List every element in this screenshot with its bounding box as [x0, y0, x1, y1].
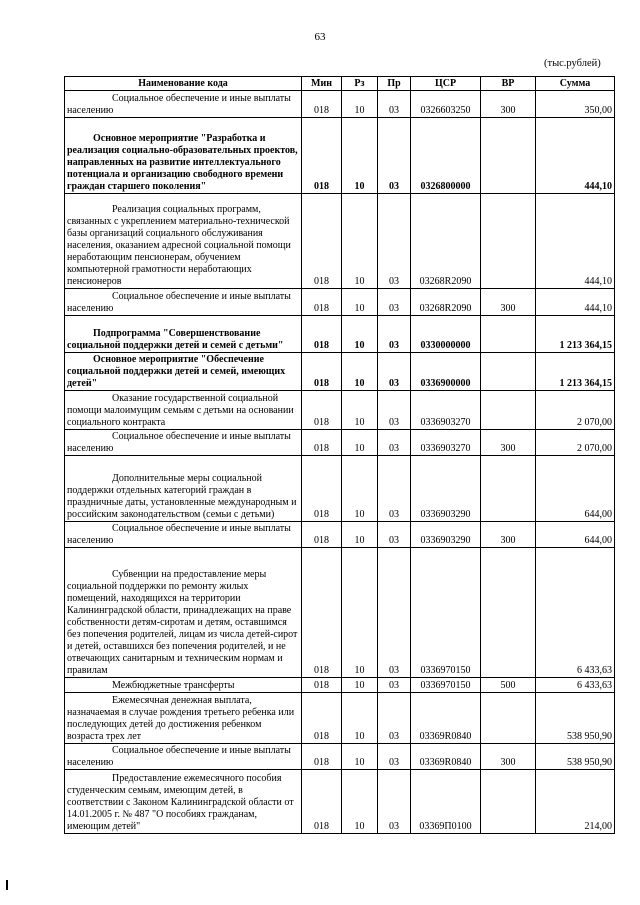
row-min: 018 — [302, 391, 342, 430]
row-rz: 10 — [342, 289, 378, 316]
row-rz: 10 — [342, 693, 378, 744]
row-vr: 500 — [481, 678, 536, 693]
row-rz: 10 — [342, 391, 378, 430]
header-csr: ЦСР — [411, 77, 481, 91]
row-csr: 03369П0100 — [411, 770, 481, 834]
header-min: Мин — [302, 77, 342, 91]
table-row — [65, 693, 615, 744]
table-row — [65, 430, 615, 456]
row-pr: 03 — [378, 456, 411, 522]
table-header-row — [65, 77, 615, 91]
row-vr — [481, 391, 536, 430]
row-name: Ежемесячная денежная выплата, назначаемая в случае рождения третьего ребенка или последующих детей до достижения ребенком возраста трех лет — [65, 693, 302, 744]
row-min: 018 — [302, 693, 342, 744]
row-csr: 0336903270 — [411, 430, 481, 456]
row-rz: 10 — [342, 548, 378, 678]
table-row — [65, 770, 615, 834]
row-name: Межбюджетные трансферты — [65, 678, 302, 693]
row-min: 018 — [302, 548, 342, 678]
row-rz: 10 — [342, 770, 378, 834]
row-pr: 03 — [378, 430, 411, 456]
row-name: Оказание государственной социальной помощи малоимущим семьям с детьми на основании социального контракта — [65, 391, 302, 430]
row-vr — [481, 353, 536, 391]
row-csr: 03268R2090 — [411, 194, 481, 289]
row-vr — [481, 770, 536, 834]
row-sum: 538 950,90 — [536, 744, 615, 770]
row-name: Социальное обеспечение и иные выплаты населению — [65, 744, 302, 770]
row-rz: 10 — [342, 91, 378, 118]
row-name: Подпрограмма "Совершенствование социальной поддержки детей и семей с детьми" — [65, 316, 302, 353]
row-rz: 10 — [342, 522, 378, 548]
row-pr: 03 — [378, 194, 411, 289]
table-row — [65, 353, 615, 391]
header-rz: Рз — [342, 77, 378, 91]
row-csr: 0336903270 — [411, 391, 481, 430]
row-rz: 10 — [342, 430, 378, 456]
row-vr: 300 — [481, 430, 536, 456]
table-row — [65, 289, 615, 316]
row-min: 018 — [302, 353, 342, 391]
row-rz: 10 — [342, 316, 378, 353]
row-rz: 10 — [342, 744, 378, 770]
table-row — [65, 118, 615, 194]
row-sum: 444,10 — [536, 194, 615, 289]
header-pr: Пр — [378, 77, 411, 91]
row-pr: 03 — [378, 353, 411, 391]
row-csr: 03369R0840 — [411, 693, 481, 744]
row-csr: 0336900000 — [411, 353, 481, 391]
row-name: Социальное обеспечение и иные выплаты населению — [65, 430, 302, 456]
table-row — [65, 522, 615, 548]
row-name: Реализация социальных программ, связанных с укреплением материально-технической базы организаций социального обслуживания населения, оказанием адресной социальной помощи неработающим пенсионерам, обучением компьютерной грамотности неработающих пенсионеров — [65, 194, 302, 289]
row-rz: 10 — [342, 353, 378, 391]
row-sum: 2 070,00 — [536, 430, 615, 456]
row-pr: 03 — [378, 91, 411, 118]
row-name: Социальное обеспечение и иные выплаты населению — [65, 522, 302, 548]
row-sum: 1 213 364,15 — [536, 316, 615, 353]
row-sum: 644,00 — [536, 522, 615, 548]
row-name: Предоставление ежемесячного пособия студенческим семьям, имеющим детей, в соответствии с Законом Калининградской области от 14.01.2005 г. № 487 "О пособиях гражданам, имеющим детей" — [65, 770, 302, 834]
row-min: 018 — [302, 194, 342, 289]
row-vr — [481, 456, 536, 522]
row-sum: 350,00 — [536, 91, 615, 118]
row-name: Дополнительные меры социальной поддержки отдельных категорий граждан в праздничные даты, установленные международным и российским законодательством (семьи с детьми) — [65, 456, 302, 522]
row-rz: 10 — [342, 118, 378, 194]
row-sum: 644,00 — [536, 456, 615, 522]
row-vr: 300 — [481, 289, 536, 316]
row-min: 018 — [302, 744, 342, 770]
table-row — [65, 744, 615, 770]
row-min: 018 — [302, 430, 342, 456]
table-row — [65, 91, 615, 118]
row-name: Социальное обеспечение и иные выплаты населению — [65, 289, 302, 316]
row-sum: 2 070,00 — [536, 391, 615, 430]
row-name: Основное мероприятие "Разработка и реализация социально-образовательных проектов, направленных на развитие интеллектуального потенциала и организацию свободного времени граждан старшего поколения" — [65, 118, 302, 194]
row-vr — [481, 316, 536, 353]
row-csr: 0336970150 — [411, 678, 481, 693]
row-vr: 300 — [481, 91, 536, 118]
row-csr: 0326800000 — [411, 118, 481, 194]
row-name: Субвенции на предоставление меры социальной поддержки по ремонту жилых помещений, находящихся на территории Калининградской области, принадлежащих на праве собственности детям-сиротам и детям, оставшимся без попечения родителей, лицам из числа детей-сирот и детей, оставшихся без попечения родителей, и не отвечающих санитарным и техническим нормам и правилам — [65, 548, 302, 678]
row-csr: 0330000000 — [411, 316, 481, 353]
budget-table — [64, 76, 615, 834]
row-min: 018 — [302, 118, 342, 194]
table-row — [65, 391, 615, 430]
row-rz: 10 — [342, 678, 378, 693]
row-rz: 10 — [342, 456, 378, 522]
header-vr: ВР — [481, 77, 536, 91]
row-vr: 300 — [481, 522, 536, 548]
row-pr: 03 — [378, 118, 411, 194]
table-row — [65, 548, 615, 678]
row-pr: 03 — [378, 548, 411, 678]
table-row — [65, 194, 615, 289]
row-sum: 1 213 364,15 — [536, 353, 615, 391]
row-pr: 03 — [378, 316, 411, 353]
table-row — [65, 316, 615, 353]
row-min: 018 — [302, 678, 342, 693]
units-note: (тыс.рублей) — [544, 58, 601, 69]
scan-margin-mark — [6, 880, 8, 890]
row-vr — [481, 693, 536, 744]
row-rz: 10 — [342, 194, 378, 289]
row-name: Социальное обеспечение и иные выплаты населению — [65, 91, 302, 118]
row-vr — [481, 118, 536, 194]
row-vr: 300 — [481, 744, 536, 770]
table-row — [65, 678, 615, 693]
row-csr: 03268R2090 — [411, 289, 481, 316]
row-vr — [481, 548, 536, 678]
row-sum: 6 433,63 — [536, 548, 615, 678]
row-pr: 03 — [378, 289, 411, 316]
row-name: Основное мероприятие "Обеспечение социальной поддержки детей и семей, имеющих детей" — [65, 353, 302, 391]
row-min: 018 — [302, 456, 342, 522]
row-pr: 03 — [378, 770, 411, 834]
row-min: 018 — [302, 289, 342, 316]
row-sum: 538 950,90 — [536, 693, 615, 744]
row-min: 018 — [302, 316, 342, 353]
row-pr: 03 — [378, 693, 411, 744]
row-sum: 214,00 — [536, 770, 615, 834]
row-vr — [481, 194, 536, 289]
row-csr: 03369R0840 — [411, 744, 481, 770]
row-min: 018 — [302, 522, 342, 548]
row-pr: 03 — [378, 678, 411, 693]
header-sum: Сумма — [536, 77, 615, 91]
row-pr: 03 — [378, 391, 411, 430]
row-csr: 0336970150 — [411, 548, 481, 678]
row-csr: 0336903290 — [411, 456, 481, 522]
row-min: 018 — [302, 770, 342, 834]
row-min: 018 — [302, 91, 342, 118]
row-sum: 6 433,63 — [536, 678, 615, 693]
row-csr: 0326603250 — [411, 91, 481, 118]
page-number: 63 — [314, 31, 326, 43]
table-row — [65, 456, 615, 522]
row-pr: 03 — [378, 744, 411, 770]
row-sum: 444,10 — [536, 289, 615, 316]
row-csr: 0336903290 — [411, 522, 481, 548]
header-name: Наименование кода — [65, 77, 302, 91]
row-sum: 444,10 — [536, 118, 615, 194]
row-pr: 03 — [378, 522, 411, 548]
